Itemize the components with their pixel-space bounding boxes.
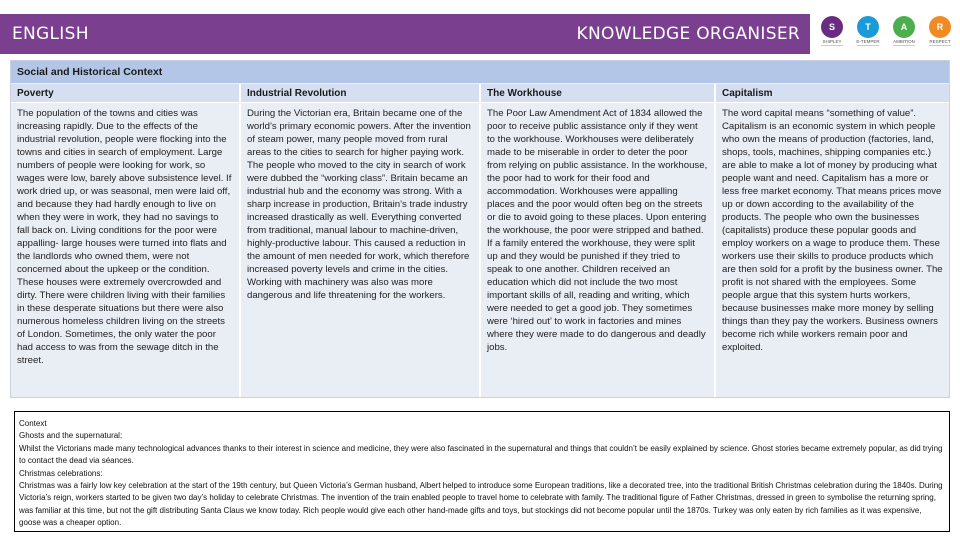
badge-s-icon: S	[821, 16, 843, 38]
column-body: The Poor Law Amendment Act of 1834 allowed the poor to receive public assistance only if they went to the workhouse. Workhouses were deliberately made to be miserable in order to deter the poor from relying on public assistance. In the workhouse, the poor had to work for their food and accommodation. Workhouses were appalling places and the poor would often beg on the streets or die to avoid going to these places. Upon entering the workhouse, the poor were stripped and bathed. If a family entered the workhouse, they were split up and they would be punished if they tried to speak to one another. Children received an education which did not include the two most important skills of all, reading and writing, which were needed to get a good job. They sometimes were ‘hired out’ to work in factories and mines where they were made to do dangerous and deadly jobs.	[487, 108, 708, 353]
badge-t	[850, 14, 886, 51]
supernatural-text: Whilst the Victorians made many technological advances thanks to their interest in science and medicine, they were also fascinated in the supernatural and things that couldn’t be easily explained by science. Ghost stories became extremely popular, as did trying to contact the dead via séances.	[19, 443, 943, 466]
badge-s-caption: SHIPLEY	[822, 39, 842, 44]
header-banner	[0, 14, 810, 54]
badge-t-caption: E-TEMPER	[856, 39, 880, 44]
context-label: Context	[19, 419, 47, 428]
badge-s	[814, 14, 850, 51]
column-industrial-revolution	[241, 84, 479, 397]
column-body: The population of the towns and cities was increasing rapidly. Due to the effects of the industrial revolution, people were flocking into the towns and cities in search of employment. Large numbers of people were looking for work, so wages were low, barely above subsistence level. If work dried up, or was seasonal, men were laid off, and because they had hardly enough to live on when they were in work, they had no savings to fall back on. Living conditions for the poor were appalling- large houses were turned into flats and the landlords who owned them, were not concerned about the upkeep or the condition. These houses were extremely overcrowded and dirty. There were children living with their families in these desperate situations but there were also numerous homeless children living on the streets of London. Sometimes, the only water the poor had access to was from the sewage ditch in the street.	[17, 108, 232, 366]
column-heading: The Workhouse	[481, 84, 714, 103]
column-poverty	[11, 84, 239, 397]
column-body: During the Victorian era, Britain became one of the world’s primary economic powers. After the invention of steam power, many people moved from rural areas to the cities to search for higher paying work. The people who moved to the city in search of work were dubbed the “working class”. Britain became an industrial hub and the economy was strong. With a sharp increase in production, Britain’s trade industry increased drastically as well. Everything converted from traditional, manual labour to machine-driven, highly-productive labour. This caused a reduction in the amount of men needed for work, which therefore increased poverty levels and crime in the cities. Working with machinery was also was more dangerous and life threatening for the workers.	[247, 108, 471, 301]
context-box	[14, 411, 950, 532]
column-heading: Industrial Revolution	[241, 84, 479, 103]
christmas-heading: Christmas celebrations:	[19, 468, 103, 478]
column-capitalism	[716, 84, 949, 397]
badge-r-caption: RESPECT	[929, 39, 951, 44]
badge-r-icon: R	[929, 16, 951, 38]
context-table	[10, 60, 950, 398]
badge-r	[922, 14, 958, 51]
page-title: KNOWLEDGE ORGANISER	[576, 24, 800, 44]
christmas-text: Christmas was a fairly low key celebration at the start of the 19th century, but Queen Victoria’s German husband, Albert helped to introduce some European traditions, like a decorated tree, into the traditional British Christmas celebration during the 1840s. During Victoria’s reign, workers started to be given two day’s holiday to celebrate Christmas. The invention of the train enabled people to travel home to celebrate with family. The traditional figure of Father Christmas, dressed in green to symbolise the returning spring, was familiar at this time, but not the gift distributing Santa Claus we know today. Rich people would give each other hand-made gifts and toys, but stockings did not become popular until the 1870s. Turkey was only eaten by rich families as it was expensive, goose was a cheaper option.	[19, 481, 943, 528]
column-body: The word capital means “something of value”. Capitalism is an economic system in which people who own the means of production (factories, land, shops, tools, machines, shipping companies etc.) are able to make a lot of money by producing what people want and need. Capitalism has a more or less free market economy. That means prices move up or down according to the availability of the products. The people who own the businesses (capitalists) produce these popular goods and employ workers on a wage to produce them. These workers use their skills to produce products which are then sold for a profit by the business owner. The profit is not shared with the employees. Some people argue that this system hurts workers, because businesses make more money by selling things than they pay the workers. Business owners become rich while workers remain poor and exploited.	[722, 108, 943, 353]
badge-t-icon: T	[857, 16, 879, 38]
badge-a-icon: A	[893, 16, 915, 38]
column-workhouse	[481, 84, 714, 397]
values-badges	[812, 14, 960, 58]
subject-title: ENGLISH	[12, 24, 89, 44]
column-heading: Capitalism	[716, 84, 949, 103]
supernatural-heading: Ghosts and the supernatural:	[19, 431, 123, 441]
section-title: Social and Historical Context	[11, 61, 949, 83]
column-heading: Poverty	[11, 84, 239, 103]
badge-a-caption: AMBITION	[893, 39, 915, 44]
badge-a	[886, 14, 922, 51]
